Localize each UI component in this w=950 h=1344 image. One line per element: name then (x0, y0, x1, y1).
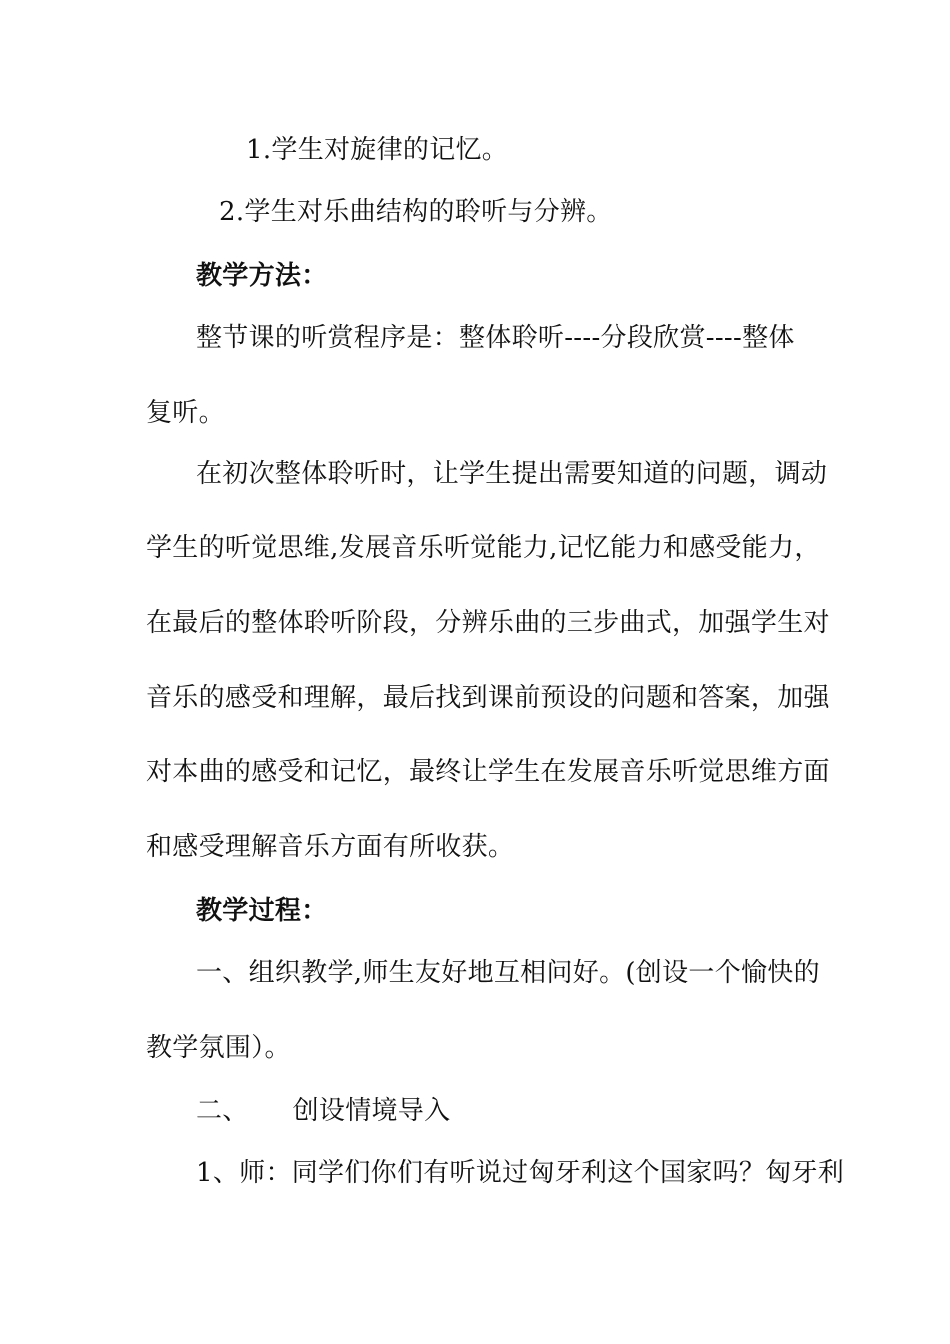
method-paragraph-2-line-4: 音乐的感受和理解，最后找到课前预设的问题和答案，加强 (146, 683, 830, 713)
method-paragraph-2-line-3: 在最后的整体聆听阶段，分辨乐曲的三步曲式，加强学生对 (146, 608, 830, 638)
process-step-1-line-1: 一、组织教学,师生友好地互相问好。(创设一个愉快的 (196, 958, 820, 988)
method-paragraph-2-line-2: 学生的听觉思维,发展音乐听觉能力,记忆能力和感受能力， (146, 533, 821, 563)
process-step-2-item-1: 1、师：同学们你们有听说过匈牙利这个国家吗？匈牙利 (196, 1158, 845, 1188)
process-step-1-line-2: 教学氛围）。 (146, 1033, 291, 1063)
heading-teaching-process: 教学过程： (196, 896, 328, 926)
heading-teaching-method: 教学方法： (196, 261, 328, 291)
method-paragraph-2-line-5: 对本曲的感受和记忆，最终让学生在发展音乐听觉思维方面 (146, 757, 830, 787)
method-paragraph-2-line-6: 和感受理解音乐方面有所收获。 (146, 832, 515, 862)
objective-point-2: 2.学生对乐曲结构的聆听与分辨。 (219, 197, 613, 227)
process-step-2-title: 创设情境导入 (292, 1096, 451, 1126)
method-paragraph-2-line-1: 在初次整体聆听时，让学生提出需要知道的问题，调动 (196, 459, 828, 489)
method-paragraph-1-line-1: 整节课的听赏程序是：整体聆听----分段欣赏----整体 (196, 323, 795, 353)
method-paragraph-1-line-2: 复听。 (146, 398, 225, 428)
process-step-2-number: 二、 (196, 1096, 249, 1126)
process-step-2-heading (196, 1095, 450, 1127)
objective-point-1: 1.学生对旋律的记忆。 (246, 135, 509, 165)
